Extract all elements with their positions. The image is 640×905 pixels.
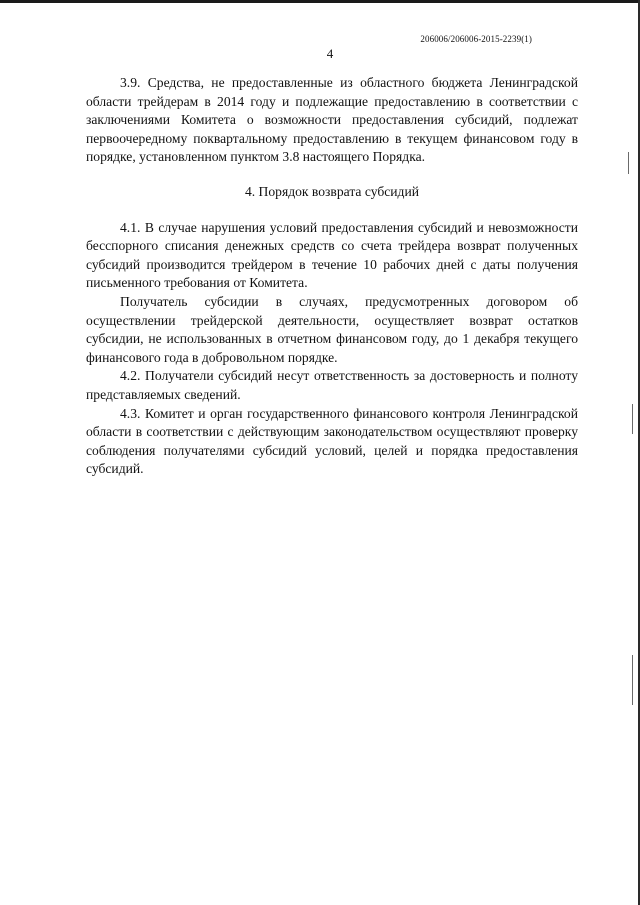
page-number: 4 <box>326 46 334 61</box>
document-number: 206006/206006-2015-2239(1) <box>420 34 532 44</box>
paragraph-recipient-refund: Получатель субсидии в случаях, предусмотренных договором об осуществлении трейдерской деятельности, осуществляет возврат остатков субсидии, не использованных в отчетном финансовом году, до 1 декабря текущего финансового года в добровольном порядке. <box>86 293 578 365</box>
scan-artifact-mark <box>628 152 629 174</box>
scan-artifact-mark <box>632 655 633 705</box>
scan-artifact-mark <box>632 404 633 434</box>
scan-border-top <box>0 0 640 3</box>
document-body <box>86 74 578 479</box>
paragraph-4-2: 4.2. Получатели субсидий несут ответственность за достоверность и полноту представляемых сведений. <box>86 368 578 402</box>
paragraph-4-3: 4.3. Комитет и орган государственного финансового контроля Ленинградской области в соответствии с действующим законодательством осуществляют проверку соблюдения получателями субсидий условий, целей и порядка предоставления субсидий. <box>86 405 578 477</box>
section-heading-4: 4. Порядок возврата субсидий <box>244 183 420 199</box>
paragraph-4-1: 4.1. В случае нарушения условий предоставления субсидий и невозможности бесспорного списания денежных средств со счета трейдера возврат полученных субсидий производится трейдером в течение 10 рабочих дней с даты получения письменного требования от Комитета. <box>86 219 578 291</box>
paragraph-3-9: 3.9. Средства, не предоставленные из областного бюджета Ленинградской области трейдерам в 2014 году и подлежащие предоставлению в соответствии с заключениями Комитета о возможности предоставления субсидий, подлежат первоочередному поквартальному предоставлению в текущем финансовом году в порядке, установленном пунктом 3.8 настоящего Порядка. <box>86 75 578 165</box>
